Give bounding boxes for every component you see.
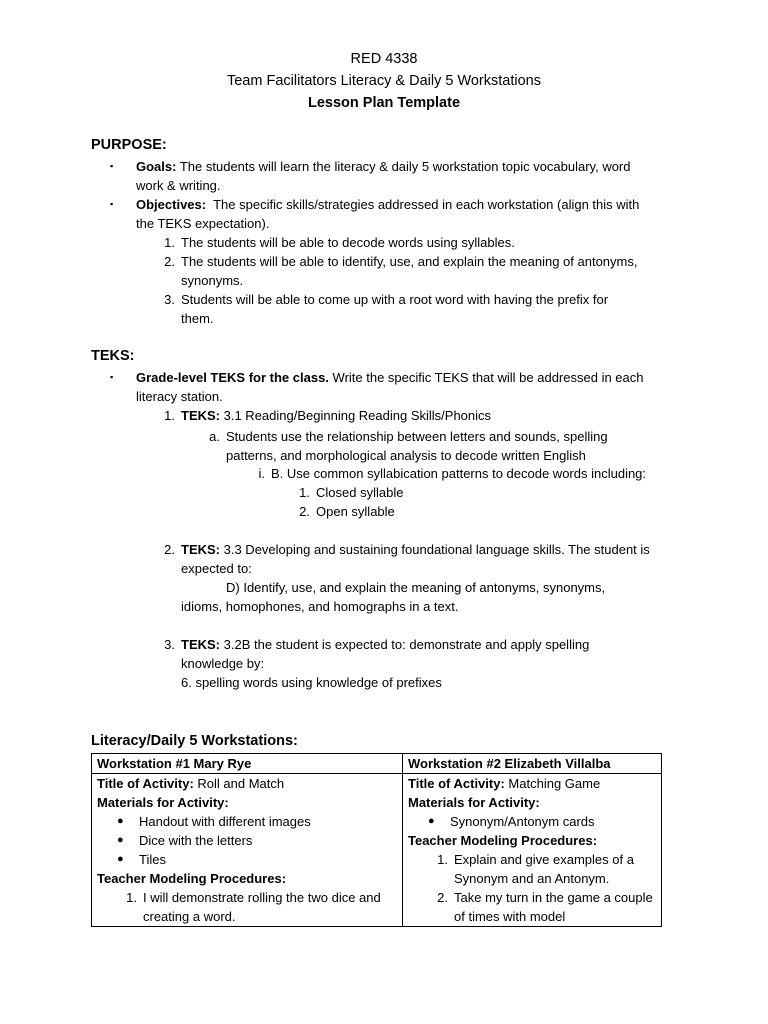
bullet-icon: ● — [117, 853, 124, 865]
objective-2: 2. The students will be able to identify, use, and explain the meaning of antonyms, synonyms. — [164, 254, 638, 288]
list-item: ● Dice with the letters — [117, 833, 253, 848]
document-subtitle: Lesson Plan Template — [307, 95, 461, 111]
grade-label: Grade-level TEKS for the class. — [136, 370, 329, 385]
workstation-1-header: Workstation #1 Mary Rye — [92, 754, 403, 774]
bullet-icon: ● — [117, 834, 124, 846]
list-item: ● Tiles — [117, 852, 166, 867]
activity-title: Roll and Match — [197, 776, 285, 791]
objectives-label: Objectives: — [136, 197, 207, 212]
objectives-item — [110, 195, 640, 233]
document-title: Team Facilitators Literacy & Daily 5 Workstations — [226, 73, 541, 89]
workstation-1-cell: Title of Activity: Roll and Match Materials for Activity: ● Handout with different images ● Dice with the letters ● Tiles Teacher Modeling Procedures: 1. I will demonstrate rolling the two dice and creating a word. — [92, 774, 403, 927]
list-item: ● Synonym/Antonym cards — [428, 814, 595, 829]
teks-1a-i: i. B. Use common syllabication patterns to decode words including: — [258, 466, 647, 481]
list-item: 1. I will demonstrate rolling the two dice and creating a word. — [126, 890, 381, 924]
teks-2: 2. TEKS: 3.3 Developing and sustaining foundational language skills. The student is expected to: D) Identify, use, and explain the meaning of antonyms, synonyms, idioms, homophones, and homographs in a text. — [164, 542, 650, 614]
list-item: ● Handout with different images — [117, 814, 311, 829]
grade-level-teks-item — [110, 368, 644, 406]
goals-label: Goals: — [136, 159, 177, 174]
square-bullet-icon: ▪ — [110, 372, 114, 382]
teks-1a: a. Students use the relationship between letters and sounds, spelling patterns, and morphological analysis to decode written English — [209, 429, 608, 463]
goals-item — [110, 157, 631, 195]
objectives-text: The specific skills/strategies addressed in each workstation (align this with — [213, 197, 640, 212]
course-code: RED 4338 — [350, 51, 418, 67]
square-bullet-icon: ▪ — [110, 161, 114, 171]
teks-heading: TEKS: — [91, 348, 135, 364]
grade-text: Write the specific TEKS that will be addressed in each — [332, 370, 644, 385]
title-block — [0, 48, 768, 114]
grade-text-cont: literacy station. — [136, 389, 223, 404]
syllable-item-1: 1. Closed syllable — [299, 485, 404, 500]
workstation-2-cell: Title of Activity: Matching Game Materials for Activity: ● Synonym/Antonym cards Teacher Modeling Procedures: 1. Explain and give examples of a Synonym and an Antonym. 2. Take my turn in the game a couple of times with model — [403, 774, 662, 927]
goals-text-cont: work & writing. — [136, 178, 221, 193]
teks-3: 3. TEKS: 3.2B the student is expected to: demonstrate and apply spelling knowledge by: 6. spelling words using knowledge of prefixes — [164, 637, 590, 690]
list-item: 2. Take my turn in the game a couple of times with model — [437, 890, 653, 924]
syllable-item-2: 2. Open syllable — [299, 504, 395, 519]
list-item: 1. Explain and give examples of a Synonym and an Antonym. — [437, 852, 634, 886]
purpose-heading: PURPOSE: — [91, 137, 167, 153]
workstation-2-header: Workstation #2 Elizabeth Villalba — [403, 754, 662, 774]
goals-text: The students will learn the literacy & daily 5 workstation topic vocabulary, word — [179, 159, 631, 174]
activity-title: Matching Game — [508, 776, 601, 791]
objective-3: 3. Students will be able to come up with a root word with having the prefix for them. — [164, 292, 609, 326]
bullet-icon: ● — [428, 815, 435, 827]
bullet-icon: ● — [117, 815, 124, 827]
square-bullet-icon: ▪ — [110, 199, 114, 209]
objective-1: 1. The students will be able to decode words using syllables. — [164, 235, 515, 250]
workstations-table — [91, 753, 662, 927]
objectives-text-cont: the TEKS expectation). — [136, 216, 270, 231]
teks-1: 1. TEKS: 3.1 Reading/Beginning Reading Skills/Phonics — [164, 408, 492, 423]
workstations-heading: Literacy/Daily 5 Workstations: — [91, 733, 298, 749]
